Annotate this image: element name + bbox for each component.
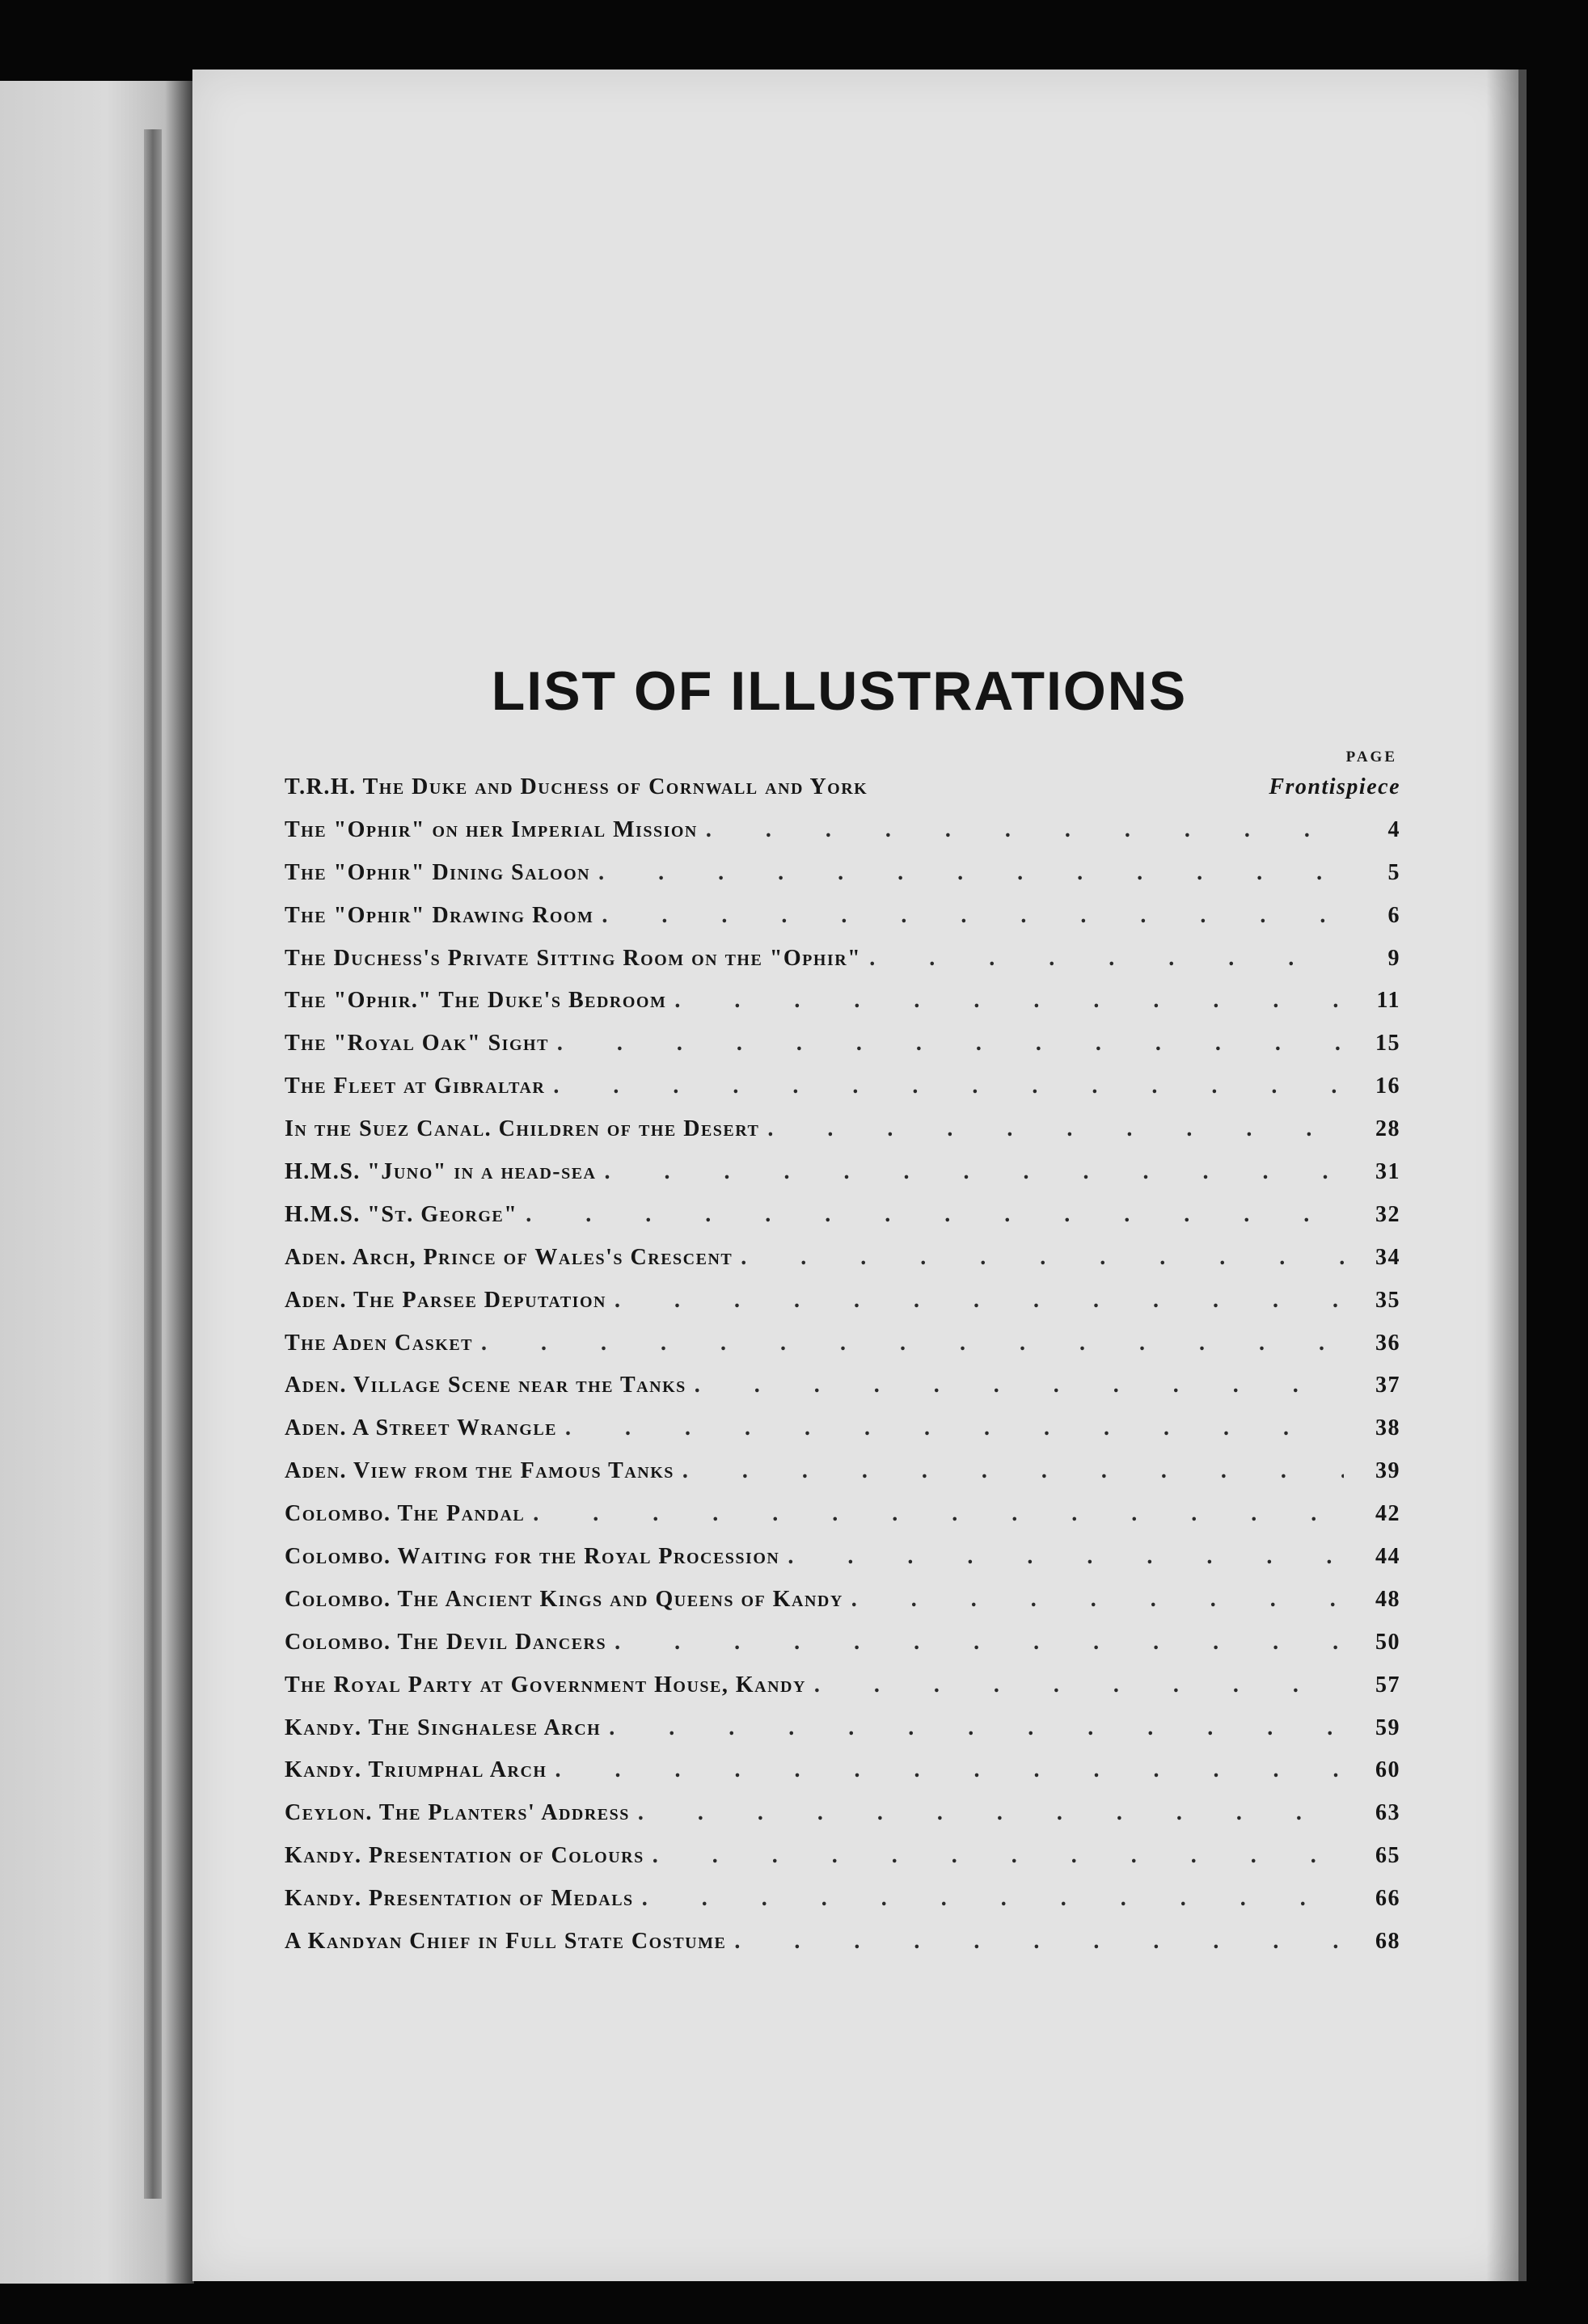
entry-page: 31: [1375, 1159, 1400, 1185]
leader-dots: [602, 903, 1344, 929]
entry-title: Colombo. The Pandal: [285, 1501, 526, 1527]
entry-title: Aden. View from the Famous Tanks: [285, 1458, 674, 1484]
entry-page: 15: [1375, 1031, 1400, 1057]
entry-page: 66: [1375, 1886, 1400, 1912]
entry-title: Colombo. The Ancient Kings and Queens of Kandy: [285, 1586, 843, 1612]
list-item: [285, 1544, 1400, 1587]
book-page: [192, 70, 1527, 2281]
list-item: [285, 817, 1400, 860]
entry-title: Aden. The Parsee Deputation: [285, 1287, 606, 1313]
entry-title: The "Ophir" Dining Saloon: [285, 859, 591, 885]
leader-dots: [615, 1630, 1344, 1655]
entry-page: 39: [1375, 1458, 1400, 1484]
leader-dots: [598, 860, 1344, 886]
entry-page: 44: [1375, 1544, 1400, 1570]
book-gutter: [144, 129, 162, 2199]
leader-dots: [674, 988, 1344, 1014]
list-item: [285, 1501, 1400, 1544]
entry-title: H.M.S. "St. George": [285, 1201, 518, 1227]
list-item: [285, 774, 1400, 817]
leader-dots: [682, 1458, 1344, 1484]
leader-dots: [555, 1757, 1344, 1783]
entry-title: A Kandyan Chief in Full State Costume: [285, 1929, 727, 1955]
leader-dots: [706, 817, 1344, 843]
list-item: [285, 1715, 1400, 1758]
list-item: [285, 1672, 1400, 1715]
entry-title: In the Suez Canal. Children of the Desert: [285, 1116, 760, 1142]
list-item: [285, 1415, 1400, 1458]
entry-page: 50: [1375, 1629, 1400, 1655]
entry-title: Ceylon. The Planters' Address: [285, 1800, 630, 1826]
leader-dots: [695, 1373, 1344, 1398]
list-item: [285, 1587, 1400, 1630]
entry-page: 38: [1375, 1415, 1400, 1441]
entry-title: H.M.S. "Juno" in a head-sea: [285, 1159, 597, 1185]
entry-page: 59: [1375, 1715, 1400, 1740]
list-item: [285, 1202, 1400, 1245]
entry-title: The "Royal Oak" Sight: [285, 1031, 549, 1057]
list-item: [285, 1800, 1400, 1843]
entry-page: 57: [1375, 1672, 1400, 1698]
entry-title: Aden. Arch, Prince of Wales's Crescent: [285, 1244, 733, 1270]
entry-title: The Duchess's Private Sitting Room on the "Ophir": [285, 945, 862, 971]
illustration-list: [285, 774, 1400, 1972]
list-item: [285, 1245, 1400, 1288]
leader-dots: [565, 1415, 1344, 1441]
adjacent-page-edge: [0, 81, 194, 2296]
entry-title: Aden. Village Scene near the Tanks: [285, 1373, 686, 1398]
list-item: [285, 860, 1400, 903]
leader-dots: [615, 1288, 1344, 1314]
list-item: [285, 1116, 1400, 1159]
entry-title: Kandy. Triumphal Arch: [285, 1757, 547, 1783]
list-item: [285, 1373, 1400, 1415]
leader-dots: [814, 1672, 1344, 1698]
entry-title: Kandy. Presentation of Colours: [285, 1843, 644, 1869]
entry-title: The Fleet at Gibraltar: [285, 1073, 546, 1099]
list-item: [285, 903, 1400, 946]
leader-dots: [481, 1331, 1344, 1356]
entry-page: 37: [1375, 1373, 1400, 1398]
leader-dots: [741, 1245, 1344, 1271]
page-column-heading: PAGE: [1345, 749, 1397, 766]
entry-title: T.R.H. The Duke and Duchess of Cornwall and York: [285, 774, 868, 799]
entry-page: 35: [1375, 1287, 1400, 1313]
list-item: [285, 1630, 1400, 1672]
entry-page: 36: [1375, 1330, 1400, 1356]
entry-page: 34: [1375, 1244, 1400, 1270]
leader-dots: [642, 1886, 1344, 1912]
leader-dots: [653, 1843, 1344, 1869]
entry-page: 16: [1375, 1073, 1400, 1099]
leader-dots: [609, 1715, 1344, 1741]
entry-title: Colombo. The Devil Dancers: [285, 1629, 607, 1655]
list-item: [285, 1458, 1400, 1501]
page-title: LIST OF ILLUSTRATIONS: [491, 660, 1188, 722]
leader-dots: [638, 1800, 1344, 1826]
entry-title: Aden. A Street Wrangle: [285, 1415, 558, 1441]
entry-page: 9: [1387, 945, 1400, 971]
leader-dots: [767, 1116, 1344, 1142]
entry-title: The "Ophir" on her Imperial Mission: [285, 816, 698, 842]
entry-title: The "Ophir" Drawing Room: [285, 902, 594, 928]
leader-dots: [869, 946, 1344, 972]
list-item: [285, 1331, 1400, 1373]
leader-dots: [553, 1073, 1344, 1099]
entry-title: Kandy. Presentation of Medals: [285, 1886, 634, 1912]
list-item: [285, 1031, 1400, 1073]
leader-dots: [734, 1929, 1344, 1955]
list-item: [285, 1288, 1400, 1331]
scan-border: [0, 2284, 1588, 2324]
list-item: [285, 1757, 1400, 1800]
list-item: [285, 1886, 1400, 1929]
list-item: [285, 1073, 1400, 1116]
entry-page: 4: [1387, 816, 1400, 842]
entry-page: 65: [1375, 1843, 1400, 1869]
entry-page: 68: [1375, 1929, 1400, 1955]
leader-dots: [557, 1031, 1344, 1057]
entry-title: The Aden Casket: [285, 1330, 473, 1356]
entry-page: Frontispiece: [1269, 774, 1400, 799]
entry-page: 48: [1375, 1586, 1400, 1612]
entry-title: Kandy. The Singhalese Arch: [285, 1715, 602, 1740]
entry-title: The Royal Party at Government House, Kandy: [285, 1672, 806, 1698]
leader-dots: [788, 1544, 1344, 1570]
entry-page: 32: [1375, 1201, 1400, 1227]
list-item: [285, 1843, 1400, 1886]
leader-dots: [851, 1587, 1344, 1613]
entry-page: 28: [1375, 1116, 1400, 1142]
leader-dots: [533, 1501, 1344, 1527]
entry-page: 63: [1375, 1800, 1400, 1826]
entry-title: Colombo. Waiting for the Royal Procession: [285, 1544, 780, 1570]
list-item: [285, 946, 1400, 989]
entry-page: 42: [1375, 1501, 1400, 1527]
list-item: [285, 1929, 1400, 1972]
leader-dots: [526, 1202, 1344, 1228]
entry-page: 5: [1387, 859, 1400, 885]
entry-page: 6: [1387, 902, 1400, 928]
page-edge-shadow: [1486, 70, 1518, 2281]
leader-dots: [605, 1159, 1345, 1185]
list-item: [285, 1159, 1400, 1202]
list-item: [285, 988, 1400, 1031]
entry-page: 60: [1375, 1757, 1400, 1783]
entry-page: 11: [1376, 988, 1400, 1014]
entry-title: The "Ophir." The Duke's Bedroom: [285, 988, 667, 1014]
